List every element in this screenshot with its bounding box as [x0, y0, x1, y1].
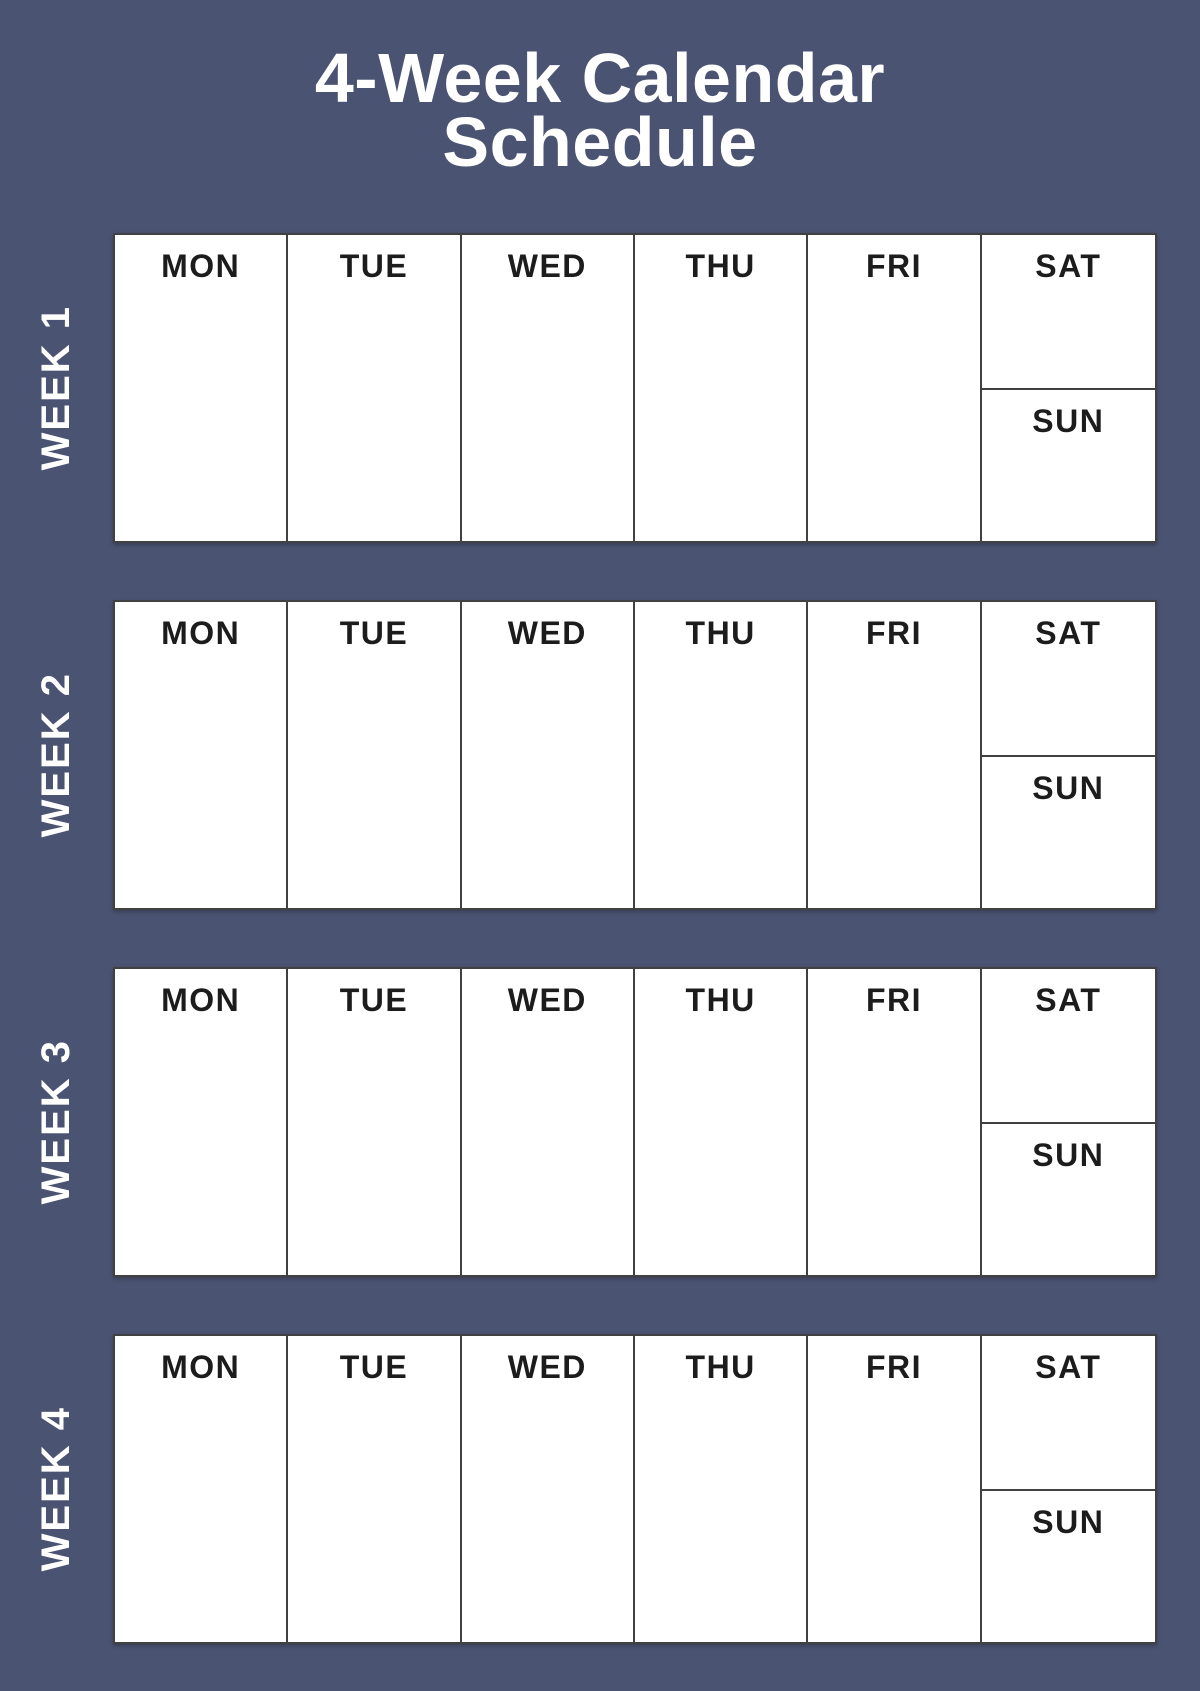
- page-title-line-1: 4-Week Calendar: [314, 39, 886, 117]
- week-label: WEEK 2: [34, 672, 78, 838]
- week-grid: [113, 1334, 1157, 1644]
- day-cell: [808, 1336, 981, 1642]
- week-block: [0, 233, 1157, 543]
- day-header-label: MON: [161, 248, 241, 284]
- day-header-label: WED: [507, 615, 587, 651]
- saturday-cell: [982, 602, 1155, 755]
- saturday-cell: [982, 235, 1155, 388]
- sunday-label: SUN: [1032, 770, 1105, 806]
- sunday-label: SUN: [1032, 1504, 1105, 1540]
- day-header-label: THU: [685, 248, 756, 284]
- day-cell: [288, 602, 461, 908]
- day-cell: [635, 235, 808, 541]
- weeks-container: [0, 233, 1200, 1644]
- day-header-label: MON: [161, 982, 241, 1018]
- week-label-zone: [0, 1334, 113, 1644]
- week-block: [0, 967, 1157, 1277]
- day-header-label: TUE: [339, 982, 409, 1018]
- week-label: WEEK 1: [34, 305, 78, 471]
- day-cell: [808, 602, 981, 908]
- day-header-label: MON: [161, 1349, 241, 1385]
- day-cell: [808, 235, 981, 541]
- week-grid: [113, 600, 1157, 910]
- day-cell: [808, 969, 981, 1275]
- day-cell: [288, 969, 461, 1275]
- day-cell: [462, 1336, 635, 1642]
- page-title-line-2: Schedule: [442, 103, 758, 181]
- saturday-cell: [982, 1336, 1155, 1489]
- page-title: [0, 0, 1200, 181]
- day-header-label: WED: [507, 248, 587, 284]
- sunday-cell: [982, 1122, 1155, 1275]
- day-header-label: FRI: [865, 982, 923, 1018]
- sunday-cell: [982, 755, 1155, 908]
- weekend-column: [982, 1336, 1155, 1642]
- sunday-label: SUN: [1032, 1137, 1105, 1173]
- day-cell: [635, 969, 808, 1275]
- day-header-label: TUE: [339, 1349, 409, 1385]
- week-label-zone: [0, 967, 113, 1277]
- weekend-column: [982, 235, 1155, 541]
- week-block: [0, 600, 1157, 910]
- week-label: WEEK 4: [34, 1406, 78, 1572]
- day-header-label: THU: [685, 1349, 756, 1385]
- day-cell: [288, 1336, 461, 1642]
- day-header-label: TUE: [339, 248, 409, 284]
- day-header-label: FRI: [865, 248, 923, 284]
- day-cell: [115, 1336, 288, 1642]
- day-header-label: FRI: [865, 1349, 923, 1385]
- day-header-label: WED: [507, 1349, 587, 1385]
- week-label-zone: [0, 233, 113, 543]
- day-cell: [462, 602, 635, 908]
- saturday-label: SAT: [1035, 982, 1102, 1018]
- week-label: WEEK 3: [34, 1039, 78, 1205]
- day-header-label: WED: [507, 982, 587, 1018]
- day-cell: [115, 602, 288, 908]
- sunday-label: SUN: [1032, 403, 1105, 439]
- day-cell: [115, 969, 288, 1275]
- saturday-cell: [982, 969, 1155, 1122]
- day-header-label: MON: [161, 615, 241, 651]
- week-block: [0, 1334, 1157, 1644]
- week-label-zone: [0, 600, 113, 910]
- week-grid: [113, 233, 1157, 543]
- day-cell: [115, 235, 288, 541]
- sunday-cell: [982, 1489, 1155, 1642]
- saturday-label: SAT: [1035, 615, 1102, 651]
- weekend-column: [982, 602, 1155, 908]
- weekend-column: [982, 969, 1155, 1275]
- day-header-label: FRI: [865, 615, 923, 651]
- week-grid: [113, 967, 1157, 1277]
- day-header-label: TUE: [339, 615, 409, 651]
- saturday-label: SAT: [1035, 1349, 1102, 1385]
- day-cell: [462, 235, 635, 541]
- sunday-cell: [982, 388, 1155, 541]
- day-cell: [288, 235, 461, 541]
- day-header-label: THU: [685, 982, 756, 1018]
- day-header-label: THU: [685, 615, 756, 651]
- day-cell: [635, 602, 808, 908]
- saturday-label: SAT: [1035, 248, 1102, 284]
- day-cell: [462, 969, 635, 1275]
- day-cell: [635, 1336, 808, 1642]
